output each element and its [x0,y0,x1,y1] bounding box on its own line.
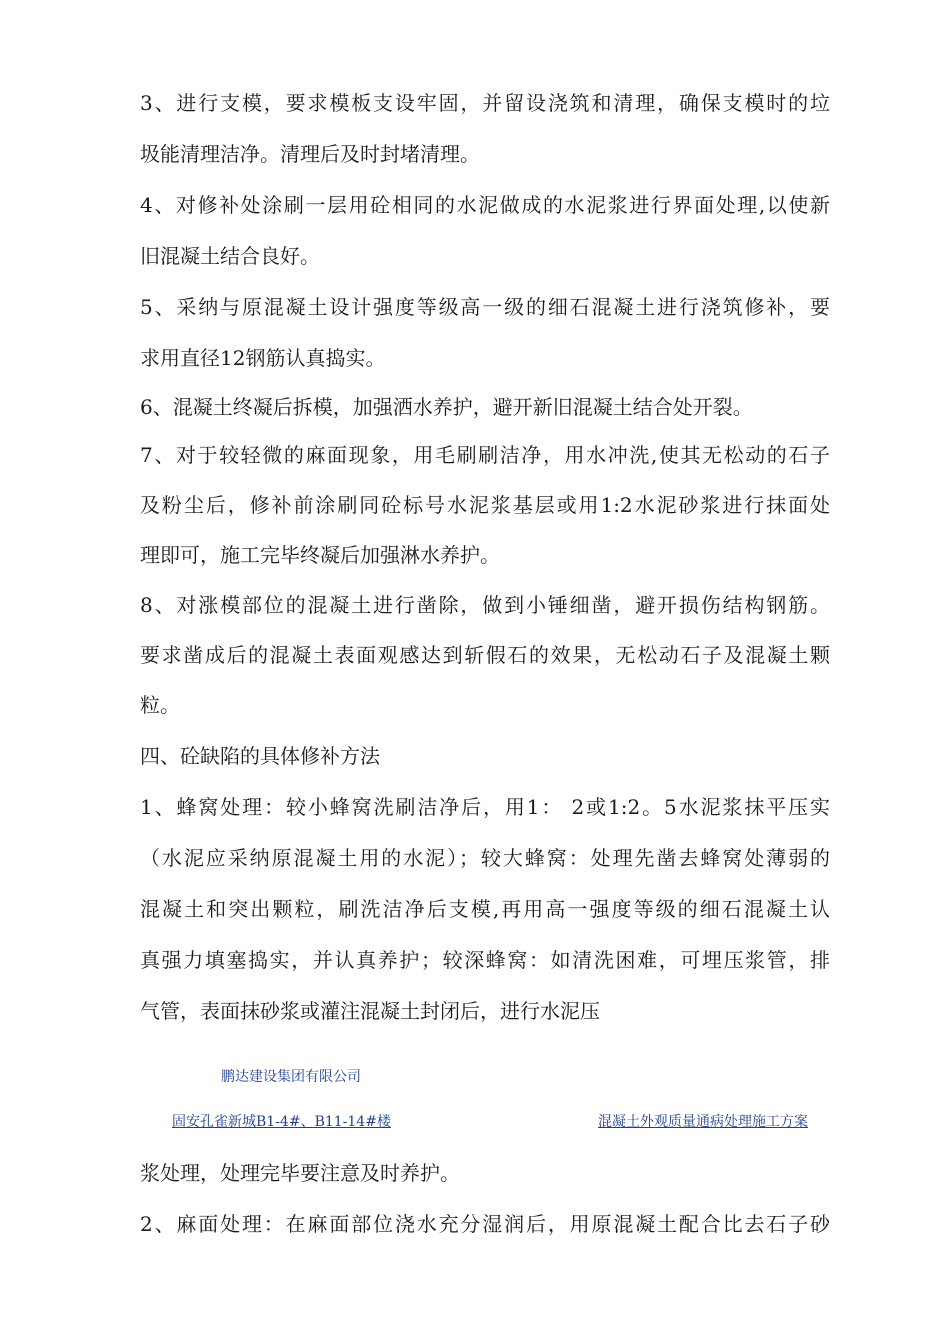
body-line: 8、对涨模部位的混凝土进行凿除，做到小锤细凿，避开损伤结构钢筋。 [140,593,830,617]
body-line: 2、麻面处理：在麻面部位浇水充分湿润后，用原混凝土配合比去石子砂 [140,1212,830,1236]
body-line: 粒。 [140,693,180,717]
body-line: 真强力填塞捣实，并认真养护；较深蜂窝：如清洗困难，可埋压浆管，排 [140,948,830,972]
body-line: 3、进行支模，要求模板支设牢固，并留设浇筑和清理，确保支模时的垃 [140,91,830,115]
body-line: 5、采纳与原混凝土设计强度等级高一级的细石混凝土进行浇筑修补，要 [140,295,830,319]
body-line: 理即可，施工完毕终凝后加强淋水养护。 [140,543,500,567]
body-line: 混凝土和突出颗粒，刷洗洁净后支模,再用高一强度等级的细石混凝土认 [140,897,830,921]
body-line: 浆处理，处理完毕要注意及时养护。 [140,1161,460,1185]
body-line: 求用直径12钢筋认真捣实。 [140,346,386,370]
section-heading: 四、砼缺陷的具体修补方法 [140,744,380,768]
body-line: 要求凿成后的混凝土表面观感达到斩假石的效果，无松动石子及混凝土颗 [140,643,830,667]
body-line: 旧混凝土结合良好。 [140,244,320,268]
body-line: 7、对于较轻微的麻面现象，用毛刷刷洁净，用水冲洗,使其无松动的石子 [140,443,830,467]
body-line: （水泥应采纳原混凝土用的水泥）；较大蜂窝：处理先凿去蜂窝处薄弱的 [140,846,830,870]
footer-company-name: 鹏达建设集团有限公司 [221,1069,361,1085]
body-line: 气管，表面抹砂浆或灌注混凝土封闭后，进行水泥压 [140,999,600,1023]
header-document-title: 混凝土外观质量通病处理施工方案 [598,1114,808,1130]
body-line: 及粉尘后，修补前涂刷同砼标号水泥浆基层或用1:2水泥砂浆进行抹面处 [140,493,830,517]
body-line: 4、对修补处涂刷一层用砼相同的水泥做成的水泥浆进行界面处理,以使新 [140,193,830,217]
body-line: 6、混凝土终凝后拆模，加强洒水养护，避开新旧混凝土结合处开裂。 [140,395,753,419]
body-line: 1、蜂窝处理：较小蜂窝洗刷洁净后，用1： 2或1:2。5水泥浆抹平压实 [140,795,830,819]
body-line: 圾能清理洁净。清理后及时封堵清理。 [140,142,480,166]
header-project-name: 固安孔雀新城B1-4#、B11-14#楼 [172,1114,391,1130]
